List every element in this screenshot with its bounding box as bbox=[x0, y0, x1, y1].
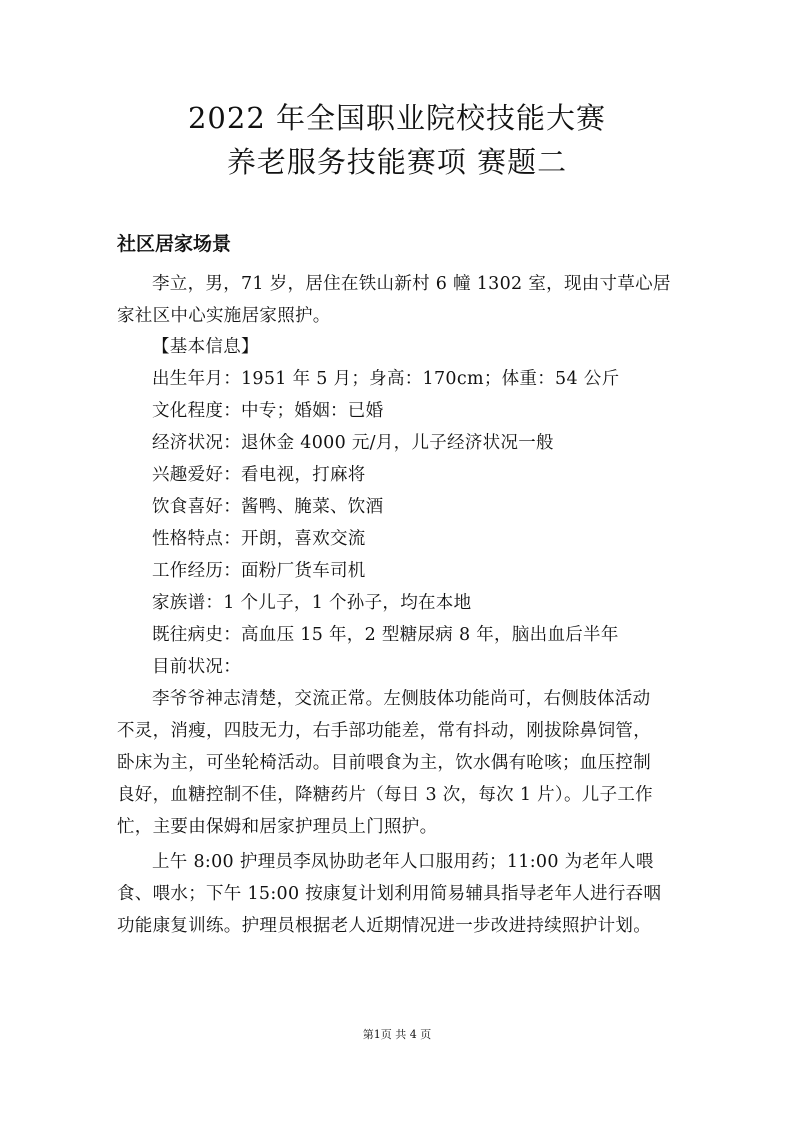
section-heading: 社区居家场景 bbox=[117, 233, 232, 255]
current-status-heading: 目前状况： bbox=[152, 657, 241, 677]
status-line: 良好，血糖控制不佳，降糖药片（每日 3 次，每次 1 片）。儿子工作 bbox=[117, 785, 653, 805]
info-history: 既往病史：高血压 15 年，2 型糖尿病 8 年，脑出血后半年 bbox=[152, 625, 619, 645]
status-line: 李爷爷神志清楚，交流正常。左侧肢体功能尚可，右侧肢体活动 bbox=[152, 689, 651, 709]
schedule-line: 功能康复训练。护理员根据老人近期情况进一步改进持续照护计划。 bbox=[117, 916, 651, 936]
info-diet: 饮食喜好：酱鸭、腌菜、饮酒 bbox=[152, 497, 384, 517]
info-work: 工作经历：面粉厂货车司机 bbox=[152, 561, 366, 581]
status-line: 不灵，消瘦，四肢无力，右手部功能差，常有抖动，刚拔除鼻饲管， bbox=[117, 721, 651, 741]
intro-line: 家社区中心实施居家照护。 bbox=[117, 306, 331, 326]
status-line: 卧床为主，可坐轮椅活动。目前喂食为主，饮水偶有呛咳；血压控制 bbox=[117, 753, 651, 773]
schedule-line: 食、喂水；下午 15:00 按康复计划利用简易辅具指导老年人进行吞咽 bbox=[117, 884, 662, 904]
intro-line: 李立，男，71 岁，居住在铁山新村 6 幢 1302 室，现由寸草心居 bbox=[152, 274, 671, 294]
info-family: 家族谱：1 个儿子，1 个孙子，均在本地 bbox=[152, 593, 472, 613]
schedule-line: 上午 8:00 护理员李凤协助老年人口服用药；11:00 为老年人喂 bbox=[152, 852, 654, 872]
title-line-1: 2022 年全国职业院校技能大赛 bbox=[187, 101, 607, 135]
page-footer: 第1页 共 4 页 bbox=[362, 1028, 432, 1041]
info-hobbies: 兴趣爱好：看电视，打麻将 bbox=[152, 465, 366, 485]
info-personality: 性格特点：开朗，喜欢交流 bbox=[152, 529, 366, 549]
info-education: 文化程度：中专；婚姻：已婚 bbox=[152, 401, 384, 421]
basic-info-heading: 【基本信息】 bbox=[152, 337, 259, 357]
info-birth: 出生年月：1951 年 5 月；身高：170cm；体重：54 公斤 bbox=[152, 369, 620, 389]
info-economy: 经济状况：退休金 4000 元/月，儿子经济状况一般 bbox=[152, 433, 554, 453]
status-line: 忙，主要由保姆和居家护理员上门照护。 bbox=[117, 817, 438, 837]
title-line-2: 养老服务技能赛项 赛题二 bbox=[226, 145, 568, 179]
